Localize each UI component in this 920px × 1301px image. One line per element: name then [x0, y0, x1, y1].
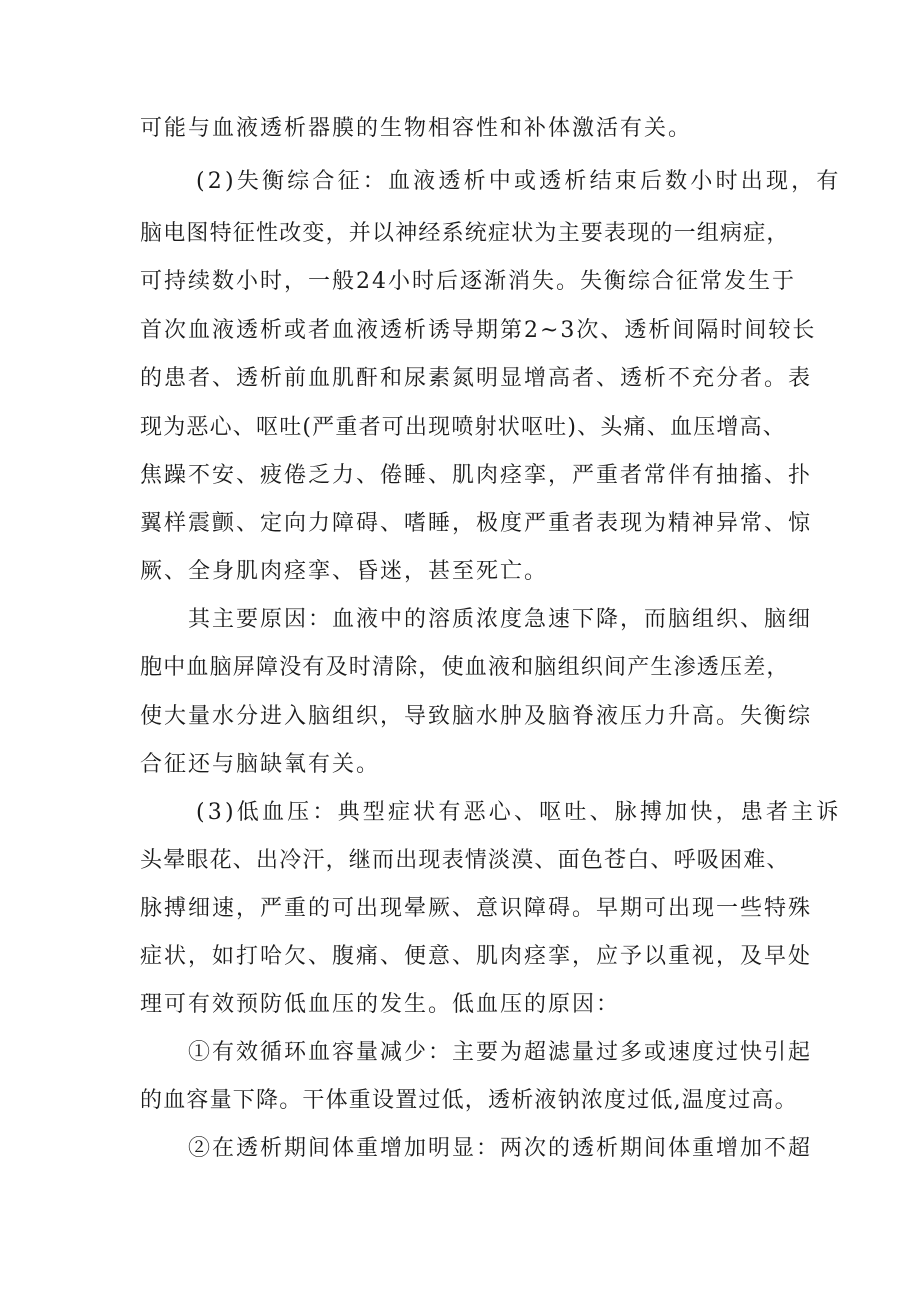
- text-line-19: 理可有效预防低血压的发生。低血压的原因：: [140, 992, 621, 1017]
- text-line-6: 的患者、透析前血肌酐和尿素氮明显增高者、透析不充分者。表: [140, 366, 813, 391]
- text-line-22: ②在透析期间体重增加明显：两次的透析期间体重增加不超: [188, 1136, 813, 1161]
- text-line-18: 症状，如打哈欠、腹痛、便意、肌肉痉挛，应予以重视，及早处: [140, 944, 813, 969]
- text-line-11: 其主要原因：血液中的溶质浓度急速下降，而脑组织、脑细: [188, 607, 813, 632]
- text-line-12: 胞中血脑屏障没有及时清除，使血液和脑组织间产生渗透压差，: [140, 655, 790, 680]
- text-line-10: 厥、全身肌肉痉挛、昏迷，甚至死亡。: [140, 559, 549, 584]
- text-line-14: 合征还与脑缺氧有关。: [140, 752, 381, 777]
- text-line-15: (3)低血压：典型症状有恶心、呕吐、脉搏加快，患者主诉: [196, 800, 842, 825]
- text-line-20: ①有效循环血容量减少：主要为超滤量过多或速度过快引起: [188, 1040, 813, 1065]
- text-line-9: 翼样震颤、定向力障碍、嗜睡，极度严重者表现为精神异常、惊: [140, 511, 813, 536]
- text-line-16: 头晕眼花、出冷汗，继而出现表情淡漠、面色苍白、呼吸困难、: [140, 848, 790, 873]
- text-line-7: 现为恶心、呕吐(严重者可出现喷射状呕吐)、头痛、血压增高、: [140, 415, 786, 440]
- text-line-3: 脑电图特征性改变，并以神经系统症状为主要表现的一组病症，: [140, 221, 790, 246]
- text-line-1: 可能与血液透析器膜的生物相容性和补体激活有关。: [140, 116, 693, 141]
- text-line-2: (2)失衡综合征：血液透析中或透析结束后数小时出现，有: [196, 169, 842, 194]
- text-line-4: 可持续数小时，一般24小时后逐渐消失。失衡综合征常发生于: [140, 269, 796, 294]
- text-line-13: 使大量水分进入脑组织，导致脑水肿及脑脊液压力升高。失衡综: [140, 704, 813, 729]
- text-line-21: 的血容量下降。干体重设置过低，透析液钠浓度过低,温度过高。: [140, 1088, 798, 1113]
- text-line-8: 焦躁不安、疲倦乏力、倦睡、肌肉痉挛，严重者常伴有抽搐、扑: [140, 463, 813, 488]
- text-line-17: 脉搏细速，严重的可出现晕厥、意识障碍。早期可出现一些特殊: [140, 896, 813, 921]
- text-line-5: 首次血液透析或者血液透析诱导期第2~3次、透析间隔时间较长: [140, 318, 817, 343]
